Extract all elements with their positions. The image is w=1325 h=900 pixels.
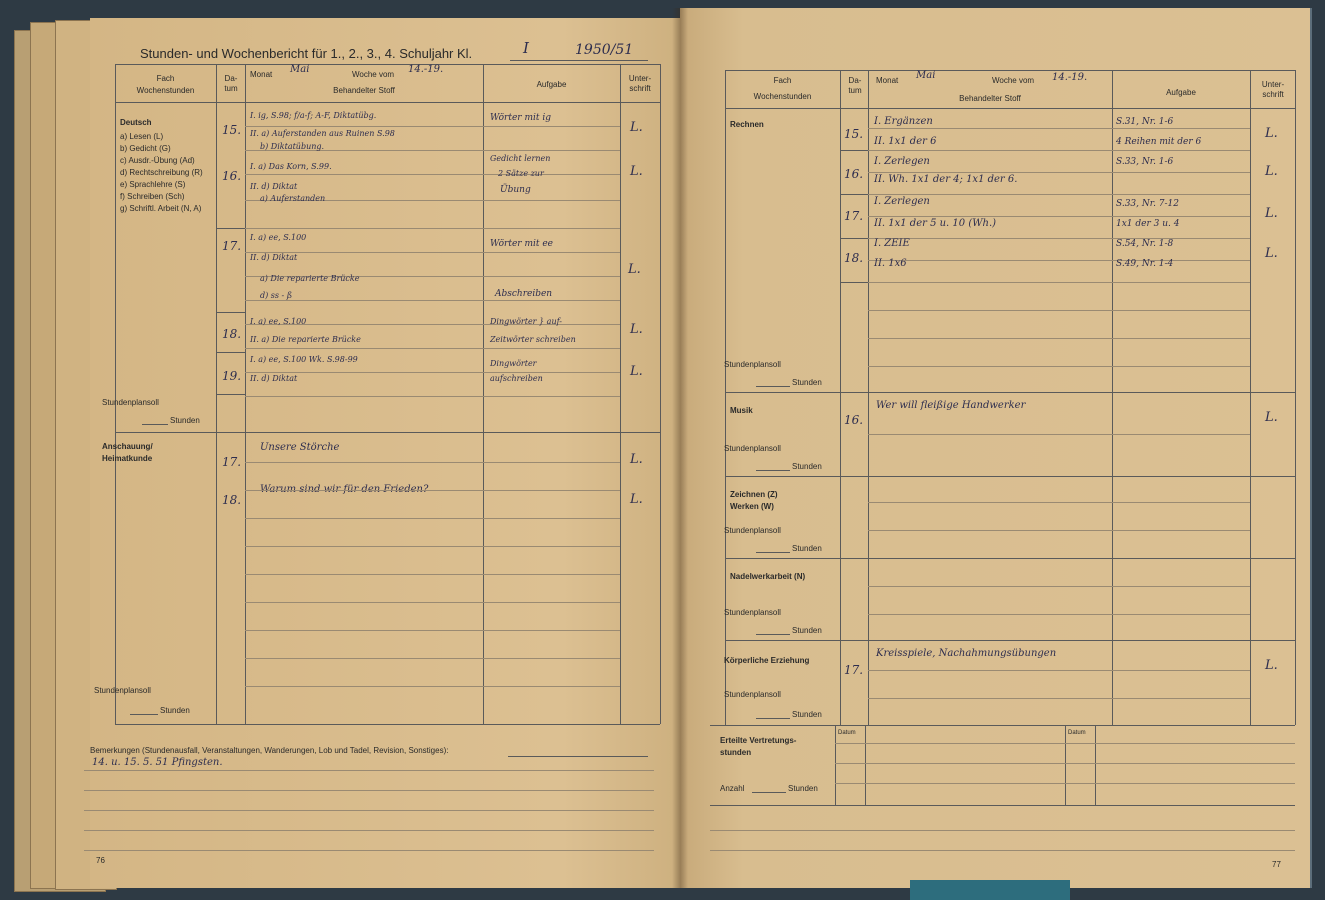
- stoff-line: II. 1x1 der 5 u. 10 (Wh.): [874, 218, 997, 229]
- signature: L.: [630, 492, 643, 507]
- datum: 19.: [222, 369, 242, 383]
- datum: 16.: [844, 413, 864, 427]
- woche-hw: 14.-19.: [1052, 72, 1088, 83]
- col-wochenstunden: Wochenstunden: [753, 92, 812, 101]
- signature: L.: [628, 262, 641, 277]
- aufgabe-line: Zeitwörter schreiben: [490, 335, 576, 344]
- stoff-line: II. 1x1 der 6: [874, 136, 937, 147]
- stunden: Stunden: [792, 462, 822, 471]
- stoff-line: I. Zerlegen: [874, 156, 930, 167]
- anzahl-label: Anzahl: [720, 784, 745, 793]
- right-page: [680, 8, 1312, 888]
- signature: L.: [1265, 126, 1278, 141]
- stoff-line: I. a) ee, S.100 Wk. S.98-99: [250, 355, 358, 364]
- datum: 17.: [844, 663, 864, 677]
- stoff-line: Kreisspiele, Nachahmungsübungen: [876, 648, 1057, 659]
- zeichnen-label: Zeichnen (Z): [730, 490, 778, 499]
- stunden: Stunden: [792, 626, 822, 635]
- aufgabe-line: Wörter mit ig: [490, 113, 551, 123]
- datum: 18.: [844, 251, 864, 265]
- col-unterschrift: Unter-schrift: [628, 74, 652, 93]
- datum: 15.: [222, 123, 242, 137]
- aufgabe-line: Wörter mit ee: [490, 239, 554, 249]
- datum: 15.: [844, 127, 864, 141]
- stundenplansoll: Stundenplansoll: [724, 608, 781, 617]
- aufgabe-line: S.31, Nr. 1-6: [1116, 117, 1174, 127]
- signature: L.: [630, 322, 643, 337]
- vertretung-label-2: stunden: [720, 748, 752, 757]
- col-unterschrift: Unter-schrift: [1261, 80, 1285, 99]
- signature: L.: [630, 364, 643, 379]
- col-fach: Fach: [773, 76, 792, 85]
- title-class-hw: I: [523, 39, 529, 57]
- aufgabe-line: S.33, Nr. 7-12: [1116, 199, 1180, 209]
- col-stoff: Behandelter Stoff: [333, 86, 395, 95]
- left-page: [90, 18, 680, 888]
- signature: L.: [630, 452, 643, 467]
- deutsch-item: c) Ausdr.-Übung (Ad): [120, 156, 195, 165]
- vertretung-label: Erteilte Vertretungs-: [720, 736, 797, 745]
- stoff-line: II. a) Die reparierte Brücke: [250, 335, 361, 344]
- datum: 17.: [844, 209, 864, 223]
- col-woche-vom: Woche vom: [992, 76, 1035, 85]
- page-title: Stunden- und Wochenbericht für 1., 2., 3., 4. Schuljahr Kl.: [140, 46, 473, 61]
- deutsch-item: e) Sprachlehre (S): [120, 180, 186, 189]
- datum: 16.: [844, 167, 864, 181]
- stunden: Stunden: [170, 416, 200, 425]
- aufgabe-line: Dingwörter: [490, 359, 537, 368]
- aufgabe-line: 1x1 der 3 u. 4: [1116, 219, 1180, 229]
- aufgabe-line: S.54, Nr. 1-8: [1116, 239, 1174, 249]
- werken-label: Werken (W): [730, 502, 774, 511]
- bottom-tab: [910, 880, 1070, 900]
- aufgabe-line: Abschreiben: [495, 289, 553, 299]
- book-spine: [672, 8, 688, 888]
- monat-hw: Mai: [916, 70, 936, 81]
- stoff-line: I. Zerlegen: [874, 196, 930, 207]
- anschauung-label: Anschauung/: [102, 442, 153, 451]
- stoff-line: d) ss - ß: [260, 291, 293, 300]
- stunden: Stunden: [792, 710, 822, 719]
- stoff-line: I. ZEIE: [874, 238, 910, 249]
- stoff-line: I. a) ee, S.100: [250, 233, 307, 242]
- aufgabe-line: aufschreiben: [490, 374, 543, 383]
- woche-hw: 14.-19.: [408, 64, 444, 75]
- stunden: Stunden: [792, 378, 822, 387]
- page-number: 76: [96, 856, 105, 865]
- col-aufgabe: Aufgabe: [536, 80, 567, 89]
- stoff-line: I. ig, S.98; f/a-f; A-F, Diktatübg.: [250, 111, 377, 120]
- datum: 18.: [222, 493, 242, 507]
- signature: L.: [630, 164, 643, 179]
- datum: 17.: [222, 239, 242, 253]
- stoff-line: II. d) Diktat: [250, 374, 298, 383]
- stoff-line: I. Ergänzen: [874, 116, 933, 127]
- stoff-line: I. a) Das Korn, S.99.: [250, 162, 332, 171]
- signature: L.: [1265, 246, 1278, 261]
- datum: 17.: [222, 455, 242, 469]
- page-number: 77: [1272, 860, 1281, 869]
- stundenplansoll: Stundenplansoll: [724, 360, 781, 369]
- signature: L.: [1265, 410, 1278, 425]
- stoff-line: Wer will fleißige Handwerker: [876, 400, 1026, 411]
- stoff-line: a) Auferstanden: [260, 194, 326, 203]
- title-year-hw: 1950/51: [575, 42, 634, 58]
- col-woche-vom: Woche vom: [352, 70, 395, 79]
- deutsch-item: d) Rechtschreibung (R): [120, 168, 203, 177]
- col-wochenstunden: Wochenstunden: [136, 86, 195, 95]
- stundenplansoll: Stundenplansoll: [724, 526, 781, 535]
- datum: 18.: [222, 327, 242, 341]
- stoff-line: b) Diktatübung.: [260, 142, 325, 151]
- nadelwerk-label: Nadelwerkarbeit (N): [730, 572, 806, 581]
- col-stoff: Behandelter Stoff: [959, 94, 1021, 103]
- stoff-line: II. a) Auferstanden aus Ruinen S.98: [250, 129, 395, 138]
- col-datum: Da-tum: [224, 74, 238, 93]
- signature: L.: [1265, 206, 1278, 221]
- signature: L.: [1265, 164, 1278, 179]
- aufgabe-line: Dingwörter } auf-: [490, 317, 562, 326]
- aufgabe-line: 2 Sätze zur: [498, 169, 544, 178]
- aufgabe-line: S.49, Nr. 1-4: [1116, 259, 1174, 269]
- signature: L.: [1265, 658, 1278, 673]
- col-datum: Da-tum: [848, 76, 862, 95]
- heimatkunde-label: Heimatkunde: [102, 454, 153, 463]
- col-monat: Monat: [876, 76, 899, 85]
- stoff-line: II. d) Diktat: [250, 253, 298, 262]
- datum: 16.: [222, 169, 242, 183]
- aufgabe-line: Übung: [500, 185, 531, 195]
- koerper-label: Körperliche Erziehung: [724, 656, 810, 665]
- stundenplansoll: Stundenplansoll: [102, 398, 159, 407]
- monat-hw: Mai: [290, 64, 310, 75]
- deutsch-label: Deutsch: [120, 118, 152, 127]
- stunden: Stunden: [792, 544, 822, 553]
- col-monat: Monat: [250, 70, 273, 79]
- stunden: Stunden: [160, 706, 190, 715]
- datum-small: Datum: [838, 730, 856, 736]
- rechnen-label: Rechnen: [730, 120, 764, 129]
- deutsch-item: f) Schreiben (Sch): [120, 192, 185, 201]
- stundenplansoll: Stundenplansoll: [724, 690, 781, 699]
- aufgabe-line: Gedicht lernen: [490, 154, 551, 163]
- signature: L.: [630, 120, 643, 135]
- stundenplansoll: Stundenplansoll: [94, 686, 151, 695]
- bemerkungen-label: Bemerkungen (Stundenausfall, Veranstaltungen, Wanderungen, Lob und Tadel, Revision, Sonstiges):: [90, 746, 449, 755]
- stoff-line: II. Wh. 1x1 der 4; 1x1 der 6.: [874, 174, 1018, 185]
- stoff-line: II. d) Diktat: [250, 182, 298, 191]
- stunden: Stunden: [788, 784, 818, 793]
- stoff-line: I. a) ee, S.100: [250, 317, 307, 326]
- aufgabe-line: S.33, Nr. 1-6: [1116, 157, 1174, 167]
- deutsch-item: b) Gedicht (G): [120, 144, 171, 153]
- col-fach: Fach: [156, 74, 175, 83]
- stoff-line: a) Die reparierte Brücke: [260, 274, 360, 283]
- stoff-line: Unsere Störche: [260, 442, 340, 453]
- deutsch-item: a) Lesen (L): [120, 132, 164, 141]
- aufgabe-line: 4 Reihen mit der 6: [1116, 137, 1202, 147]
- bemerkung-hw: 14. u. 15. 5. 51 Pfingsten.: [92, 757, 223, 768]
- stundenplansoll: Stundenplansoll: [724, 444, 781, 453]
- col-aufgabe: Aufgabe: [1166, 88, 1196, 97]
- datum-small: Datum: [1068, 730, 1086, 736]
- stoff-line: II. 1x6: [874, 258, 907, 269]
- musik-label: Musik: [730, 406, 753, 415]
- deutsch-item: g) Schriftl. Arbeit (N, A): [120, 204, 202, 213]
